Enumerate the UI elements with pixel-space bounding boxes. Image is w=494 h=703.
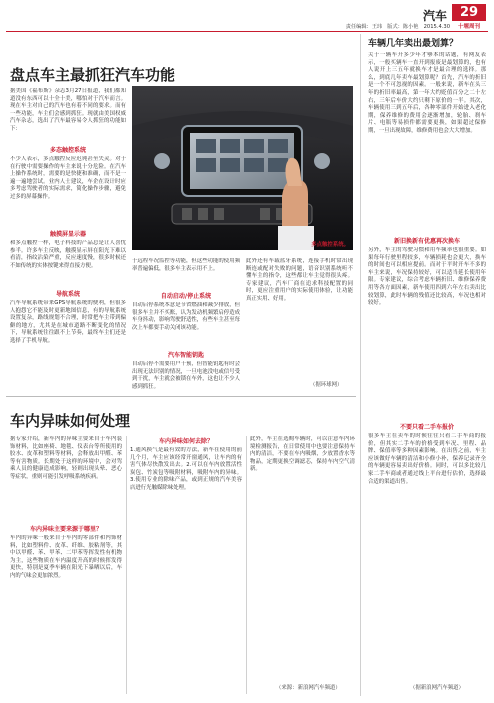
sidebar-subheading-2: 不要只看二手车报价	[399, 424, 454, 431]
subheading-navigation: 导航系统	[55, 291, 80, 298]
article-headline: 盘点车主最抓狂汽车功能	[10, 66, 176, 84]
sidebar-headline: 车辆几年卖出最划算？	[368, 39, 459, 49]
body-navigation: 汽车导航系统带来GPS导航系统的便利，但很多人抱怨它不能及时更新地图信息，有的导航系统设置复杂，路线规划不合理，时常把车主带到偏僻的地方，尤其是在城市道路不断变化的情况下，导航系统往往跟不上节奏，最终车主们还是选择了手机导航。	[10, 300, 126, 344]
sidebar-body: 关于一辆车开多少年才够本的话题，有网友表示，一般买辆车一直开到报废是最划算的，也有人说开上三五年就换车才是最合理的选择。那么，到底几年卖车最划算呢？首先，汽车的折旧是一个不可忽视的因素。一般来说，新车在头三年的折旧率最高，第一年大约贬值百分之二十左右，三年后车价大约只剩下原价的一半。其次，车辆使用三到五年后，各种零部件开始进入老化期，保养维修的费用会逐渐增加，轮胎、刹车片、电瓶等易损件都需要更换，如果超过保修期，一旦出现故障，维修费用也会大大增加。	[368, 52, 486, 134]
article2-headline: 车内异味如何处理	[10, 412, 131, 430]
article2-subheading-1: 车内异味主要来源于哪里？	[29, 526, 102, 533]
editor-line: 责任编辑：王玮 版式：陈小艳 2015.4.30	[345, 24, 450, 30]
page-subtitle: 十堰周刊	[457, 24, 480, 30]
body-touchscreen: 和多点触控一样，电子科技的产品总是让人喜忧参半。许多车主反映，触摸显示屏在阳光下难以看清，指纹沾染严重，反应速度慢，很多时候还不如传统的实体按键来得直接方便。	[10, 240, 126, 269]
article2-body-3: 1.通风换气是最有效的方法，新车在使用的前几个月，车主应该经常开窗通风，让车内的有害气体尽快散发出去。2.可以在车内放置活性炭包、竹炭包等吸附材料，吸附车内的异味。3.使用专业的除味产品，或到正规的汽车美容店进行光触媒除味处理。	[130, 447, 242, 491]
sidebar-body-3: 很多车主在卖车的时候往往只看二手车商的报价，但其实二手车的价格受到车况、里程、品牌、保值率等多种因素影响。在出售之前，车主应该做好车辆的清洁和小修小补，保养记录齐全的车辆更容易卖出好价格。同时，可以多比较几家二手车商或者通过线上平台进行估价，选择最合适的渠道出售。	[368, 433, 486, 485]
body-bluetooth: 此外还有车载蓝牙系统，连接手机时常出现断连或配对失败的问题，语音识别系统听不懂车主的指令，这些都让车主觉得很头疼。专家建议，汽车厂商在追求科技配置的同时，更应注重用户的实际使用体验，让功能真正实用、好用。	[246, 258, 353, 302]
section-name: 汽车	[423, 9, 448, 23]
article2-body: 据专家介绍，新车内的异味主要来自于车内装饰材料，比如座椅、地毯、仪表台等所使用的胶水、皮革和塑料等材料，会释放出甲醛、苯等有害物质。长期处于这样的环境中，会对驾乘人员的健康造成影响，轻则出现头晕、恶心等症状，重则可能引发呼吸系统疾病。	[10, 436, 122, 480]
page-header	[0, 0, 494, 32]
subheading-touchscreen: 触摸屏显示器	[49, 231, 86, 238]
dashboard-photo	[132, 86, 353, 250]
sidebar-credit: （据新浪网汽车频道）	[410, 685, 464, 691]
body-smart-key: 自动启停不需要用户干预，但智能钥匙有时会出现无法识别的情况，一旦电池没电或信号受到干扰，车主就会被锁在车外，这也让不少人感到抓狂。	[132, 361, 240, 390]
header-rule	[6, 31, 488, 32]
page-number-badge	[452, 4, 486, 21]
page-number: 29	[459, 5, 479, 20]
column-divider	[360, 34, 361, 696]
subheading-smart-key: 汽车智能钥匙	[167, 352, 204, 359]
article2-credit: （来源：新浪网汽车频道）	[276, 685, 341, 691]
article-intro: 据美国《福布斯》杂志3月27日报道，我们都知道没有东西可以十全十美，哪怕对于汽车而言。现在车主对自己的汽车也有着不同的要求。而有一些功能，车主们会感到抓狂。现就由美国权威汽车杂志，选出了汽车最容易令人抓狂的功能如下：	[10, 88, 126, 132]
article-credit: （据环球网）	[310, 382, 343, 388]
article2-subheading-2: 车内异味如何去除？	[158, 438, 213, 445]
subheading-start-stop: 自动启动/停止系统	[160, 293, 212, 300]
article-separator	[6, 396, 356, 397]
sidebar-subheading-1: 新旧换新有优惠再次换车	[393, 238, 460, 245]
article2-divider-1	[126, 436, 127, 694]
body-multitouch: 不少人表示，多点触控反应迟钝甚至失灵。对于在行驶中需要操作的车主来说十分危险。在汽车上操作系统时，需要的是快捷和准确，而不是一遍一遍地尝试。业内人士建议，车企在设计时应多考虑驾驶者的实际需求，简化操作步骤，避免过多的屏幕操作。	[10, 156, 126, 200]
car-console-illustration	[132, 86, 353, 250]
article2-divider-2	[246, 436, 247, 694]
photo-caption: 多点触控系统。	[311, 242, 349, 248]
subheading-multitouch: 多态触控系统	[49, 147, 86, 154]
article2-body-4: 此外，车主在选购车辆时，可以注意车内环境检测报告，在日常使用中也要注意保持车内的清洁，不要在车内吸烟，少放置香水等物品，定期更换空调滤芯，保持车内空气清新。	[250, 436, 355, 473]
article2-body-2: 车内的异味一般来自于车内的零部件和内饰材料，比如塑料件、皮革、纤维、胶粘剂等，其中以甲醛、苯、甲苯、二甲苯等挥发性有机物为主，这些物质在车内温度升高的时候挥发得更快，特别是夏季车辆在阳光下暴晒以后，车内的气味会更加浓烈。	[10, 535, 122, 579]
body-start-stop: 自动启停系统本意是节省燃油和减少排放，但很多车主并不买账，认为发动机频繁启停造成车身抖动，影响驾驶舒适性，有些车主甚至每次上车都要手动关闭该功能。	[132, 302, 240, 331]
body-telematics: 于远程车况监控等功能，但这些功能的使用频率普遍偏低，很多车主表示用不上。	[132, 258, 240, 272]
sidebar-body-2: 另外，车主的驾驶习惯和用车频率也很重要。如果每年行驶里程较多，车辆损耗也会更大，换车的时间也可以相应提前。而对于平时开车不多的车主来说，车况保持较好，可以适当延长使用年限。专家建议，综合考虑车辆折旧、维修保养费用等各方面因素，新车使用四到六年左右卖出比较划算，此时车辆的残值还比较高，车况也相对较好。	[368, 247, 486, 307]
